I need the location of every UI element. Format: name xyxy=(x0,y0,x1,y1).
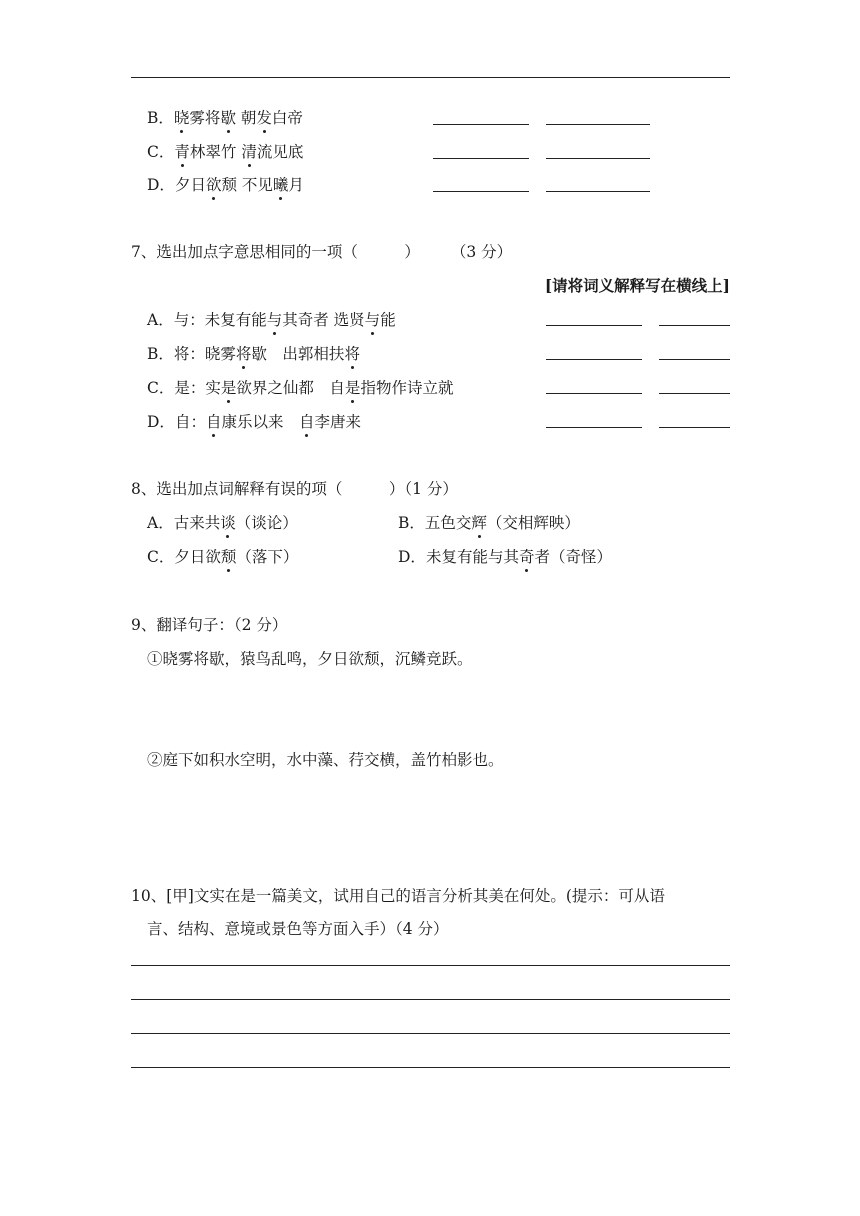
q9-sentence-1: ①晓雾将歇，猿鸟乱鸣，夕日欲颓，沉鳞竞跃。 xyxy=(147,650,473,668)
answer-line[interactable] xyxy=(131,999,730,1000)
q8-stem: 8、选出加点词解释有误的项（ ）（1 分） xyxy=(131,480,458,498)
dotted-char: 与 xyxy=(365,308,381,330)
dotted-char: 歇 xyxy=(220,106,236,128)
answer-blank[interactable] xyxy=(546,325,642,326)
dotted-char: 将 xyxy=(344,342,360,364)
dotted-char: 清 xyxy=(241,140,257,162)
dotted-char: 曦 xyxy=(273,173,289,195)
answer-blank[interactable] xyxy=(433,158,529,159)
q8-option-b: B．五色交辉（交相辉映） xyxy=(398,511,580,533)
q10-stem-line-2: 言、结构、意境或景色等方面入手）（4 分） xyxy=(147,920,449,938)
answer-blank[interactable] xyxy=(546,393,642,394)
q9-stem: 9、翻译句子：（2 分） xyxy=(131,616,288,634)
dotted-char: 是 xyxy=(221,376,237,398)
answer-blank[interactable] xyxy=(433,124,529,125)
q7-option-d: D．自：自康乐以来 自李唐来 xyxy=(147,410,361,432)
answer-line[interactable] xyxy=(131,1067,730,1068)
top-rule xyxy=(131,77,730,78)
answer-blank[interactable] xyxy=(546,191,650,192)
answer-blank[interactable] xyxy=(546,124,650,125)
dotted-char: 是 xyxy=(345,376,361,398)
q7-option-c: C．是：实是欲界之仙都 自是指物作诗立就 xyxy=(147,376,453,398)
q10-stem-line-1: 10、[甲]文实在是一篇美文，试用自己的语言分析其美在何处。(提示：可从语 xyxy=(131,887,665,905)
dotted-char: 自 xyxy=(206,410,222,432)
q6-option-d: D．夕日欲颓 不见曦月 xyxy=(147,173,304,195)
dotted-char: 颓 xyxy=(221,545,237,567)
dotted-char: 与 xyxy=(267,308,283,330)
dotted-char: 欲 xyxy=(206,173,222,195)
q7-note: [请将词义解释写在横线上] xyxy=(544,276,730,295)
dotted-char: 自 xyxy=(299,410,315,432)
answer-blank[interactable] xyxy=(546,359,642,360)
answer-blank[interactable] xyxy=(659,325,730,326)
dotted-char: 奇 xyxy=(519,545,535,567)
dotted-char: 将 xyxy=(236,342,252,364)
answer-blank[interactable] xyxy=(659,393,730,394)
q7-stem: 7、选出加点字意思相同的一项（ ） （3 分） xyxy=(131,243,513,261)
q9-sentence-2: ②庭下如积水空明，水中藻、荇交横，盖竹柏影也。 xyxy=(147,751,504,769)
answer-blank[interactable] xyxy=(546,427,642,428)
dotted-char: 谈 xyxy=(220,511,236,533)
answer-line[interactable] xyxy=(131,1033,730,1034)
dotted-char: 青 xyxy=(174,140,190,162)
answer-blank[interactable] xyxy=(659,427,730,428)
dotted-char: 辉 xyxy=(471,511,487,533)
dotted-char: 发 xyxy=(256,106,272,128)
answer-blank[interactable] xyxy=(433,191,529,192)
answer-blank[interactable] xyxy=(659,359,730,360)
q7-option-a: A．与：未复有能与其奇者 选贤与能 xyxy=(147,308,396,330)
q8-option-c: C．夕日欲颓（落下） xyxy=(147,545,298,567)
answer-blank[interactable] xyxy=(546,158,650,159)
q6-option-c: C．青林翠竹 清流见底 xyxy=(147,140,303,162)
q8-option-a: A．古来共谈（谈论） xyxy=(147,511,298,533)
answer-line[interactable] xyxy=(131,965,730,966)
q6-option-b: B．晓雾将歇 朝发白帝 xyxy=(147,106,303,128)
dotted-char: 晓 xyxy=(174,106,190,128)
q8-option-d: D．未复有能与其奇者（奇怪） xyxy=(398,545,612,567)
q7-option-b: B．将：晓雾将歇 出郭相扶将 xyxy=(147,342,360,364)
